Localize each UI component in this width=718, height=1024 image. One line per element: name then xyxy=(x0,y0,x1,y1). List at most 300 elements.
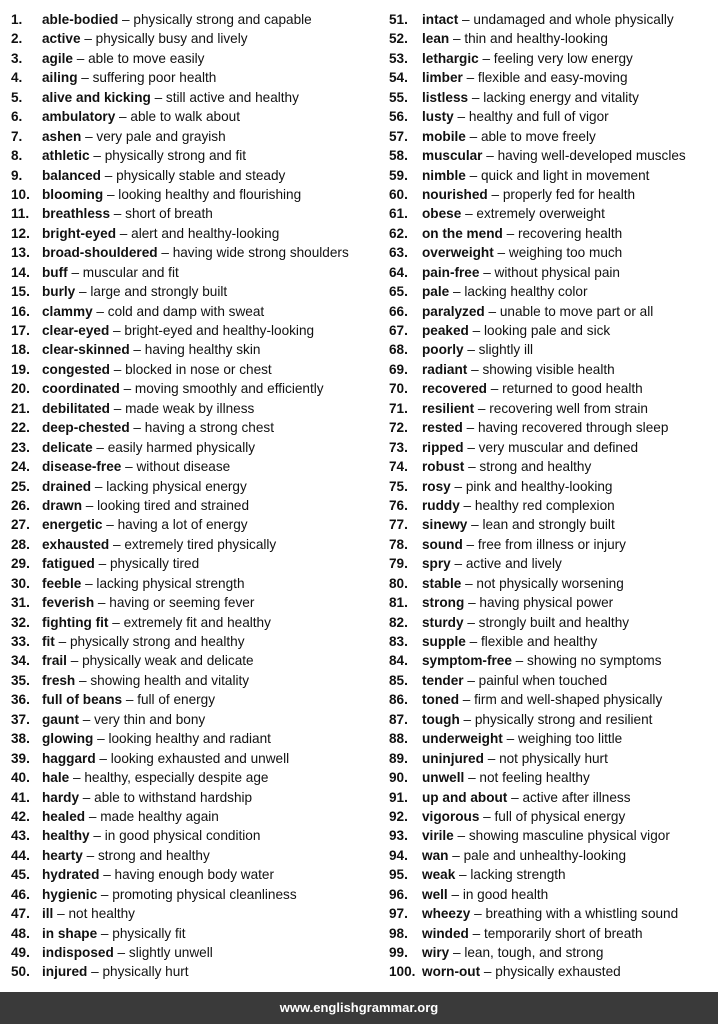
entry-word: coordinated xyxy=(42,381,120,397)
entry-dash: – xyxy=(459,711,475,727)
entry-dash: – xyxy=(493,245,509,261)
entry-number: 4. xyxy=(11,70,23,86)
entry-number: 38. xyxy=(11,731,30,747)
entry-definition: flexible and healthy xyxy=(480,634,598,649)
entry-dash: – xyxy=(502,225,518,241)
entry-word: on the mend xyxy=(422,225,503,241)
entry-dash: – xyxy=(474,400,490,416)
entry-definition: bright-eyed and healthy-looking xyxy=(124,323,315,338)
entry-number: 10. xyxy=(11,186,30,202)
list-item xyxy=(11,166,389,185)
entry-dash: – xyxy=(455,867,471,883)
list-item xyxy=(389,826,718,845)
entry-definition: alert and healthy-looking xyxy=(131,225,280,241)
entry-number: 49. xyxy=(11,945,30,960)
entry-number: 46. xyxy=(11,886,30,902)
entry-definition: recovering well from strain xyxy=(489,400,648,416)
entry-definition: thin and healthy-looking xyxy=(464,31,608,47)
list-item xyxy=(389,904,718,923)
entry-dash: – xyxy=(122,692,138,708)
entry-word: disease-free xyxy=(42,459,122,475)
entry-number: 57. xyxy=(389,128,408,144)
list-item xyxy=(11,554,389,573)
entry-word: listless xyxy=(422,89,469,105)
entry-definition: having healthy skin xyxy=(144,342,261,358)
entry-definition: active after illness xyxy=(522,789,631,805)
entry-word: radiant xyxy=(422,361,468,377)
entry-number: 15. xyxy=(11,284,30,300)
entry-number: 18. xyxy=(11,342,30,358)
list-item xyxy=(11,204,389,223)
entry-number: 45. xyxy=(11,867,30,883)
entry-definition: having a strong chest xyxy=(144,420,274,436)
entry-definition: healthy, especially despite age xyxy=(84,770,269,786)
entry-definition: having wide strong shoulders xyxy=(172,245,349,261)
entry-number: 92. xyxy=(389,808,408,824)
entry-dash: – xyxy=(92,303,108,319)
entry-number: 97. xyxy=(389,906,408,922)
entry-number: 94. xyxy=(389,847,408,863)
entry-number: 14. xyxy=(11,264,30,280)
entry-word: full of beans xyxy=(42,692,123,708)
entry-dash: – xyxy=(82,847,98,863)
entry-definition: returned to good health xyxy=(502,381,643,397)
entry-definition: lean, tough, and strong xyxy=(464,945,604,960)
entry-word: hardy xyxy=(42,789,80,805)
entry-number: 17. xyxy=(11,323,30,338)
entry-definition: properly fed for health xyxy=(502,186,636,202)
entry-word: robust xyxy=(422,459,465,475)
entry-definition: physically exhausted xyxy=(495,964,621,980)
entry-definition: strongly built and healthy xyxy=(478,614,630,630)
list-item xyxy=(11,904,389,923)
entry-dash: – xyxy=(119,381,135,397)
entry-word: spry xyxy=(422,556,451,572)
list-item xyxy=(11,438,389,457)
entry-dash: – xyxy=(461,575,477,591)
entry-definition: not physically hurt xyxy=(499,750,608,766)
entry-word: able-bodied xyxy=(42,12,119,27)
entry-number: 66. xyxy=(389,303,408,319)
entry-number: 24. xyxy=(11,459,30,475)
entry-word: gaunt xyxy=(42,711,79,727)
word-list xyxy=(0,10,718,982)
entry-word: muscular xyxy=(422,148,483,164)
entry-definition: temporarily short of breath xyxy=(483,925,643,941)
list-item xyxy=(11,962,389,981)
entry-number: 86. xyxy=(389,692,408,708)
entry-dash: – xyxy=(447,886,463,902)
entry-word: clear-eyed xyxy=(42,323,110,338)
entry-definition: full of energy xyxy=(137,692,216,708)
list-item xyxy=(389,574,718,593)
list-item xyxy=(389,263,718,282)
entry-dash: – xyxy=(453,109,469,125)
entry-word: hale xyxy=(42,770,70,786)
entry-dash: – xyxy=(102,517,118,533)
entry-word: alive and kicking xyxy=(42,89,151,105)
entry-number: 19. xyxy=(11,361,30,377)
entry-word: healed xyxy=(42,808,86,824)
entry-number: 28. xyxy=(11,536,30,552)
entry-number: 63. xyxy=(389,245,408,261)
entry-number: 61. xyxy=(389,206,408,222)
entry-dash: – xyxy=(464,459,480,475)
entry-word: nourished xyxy=(422,186,488,202)
entry-dash: – xyxy=(108,614,124,630)
list-item xyxy=(389,49,718,68)
entry-word: glowing xyxy=(42,731,94,747)
entry-dash: – xyxy=(97,886,113,902)
entry-word: clammy xyxy=(42,303,93,319)
entry-dash: – xyxy=(66,653,83,669)
entry-number: 43. xyxy=(11,828,30,844)
list-item xyxy=(389,418,718,437)
list-item xyxy=(389,321,718,340)
entry-number: 44. xyxy=(11,847,30,863)
list-item xyxy=(11,768,389,787)
list-item xyxy=(11,457,389,476)
entry-word: sturdy xyxy=(422,614,464,630)
entry-word: overweight xyxy=(422,245,494,261)
list-item xyxy=(389,146,718,165)
entry-number: 30. xyxy=(11,575,30,591)
entry-number: 22. xyxy=(11,420,30,436)
list-item xyxy=(11,749,389,768)
entry-word: uninjured xyxy=(422,750,484,766)
list-item xyxy=(11,321,389,340)
entry-definition: full of physical energy xyxy=(494,808,626,824)
list-item xyxy=(11,185,389,204)
entry-dash: – xyxy=(450,478,466,494)
entry-dash: – xyxy=(459,497,475,513)
list-item xyxy=(389,807,718,826)
entry-dash: – xyxy=(69,770,85,786)
entry-definition: recovering health xyxy=(517,225,623,241)
entry-definition: able to move easily xyxy=(88,50,205,66)
entry-dash: – xyxy=(502,731,518,747)
entry-dash: – xyxy=(507,789,523,805)
entry-dash: – xyxy=(85,808,101,824)
entry-definition: in good health xyxy=(462,886,549,902)
entry-dash: – xyxy=(448,847,464,863)
entry-number: 67. xyxy=(389,323,408,338)
entry-definition: physically stable and steady xyxy=(116,167,286,183)
list-item xyxy=(11,243,389,262)
entry-dash: – xyxy=(450,556,466,572)
entry-dash: – xyxy=(484,303,500,319)
list-item xyxy=(11,10,389,29)
entry-definition: made weak by illness xyxy=(125,400,255,416)
list-item xyxy=(389,846,718,865)
list-item xyxy=(389,379,718,398)
entry-definition: without disease xyxy=(136,459,231,475)
entry-word: debilitated xyxy=(42,400,110,416)
entry-definition: made healthy again xyxy=(100,808,219,824)
entry-definition: very muscular and defined xyxy=(478,439,639,455)
entry-dash: – xyxy=(94,556,110,572)
entry-number: 5. xyxy=(11,89,23,105)
list-item xyxy=(11,651,389,670)
entry-number: 100. xyxy=(389,964,416,980)
entry-dash: – xyxy=(81,575,97,591)
list-item xyxy=(389,671,718,690)
entry-number: 29. xyxy=(11,556,30,572)
entry-number: 70. xyxy=(389,381,408,397)
list-item xyxy=(11,574,389,593)
entry-word: healthy xyxy=(42,828,90,844)
entry-definition: having enough body water xyxy=(114,867,275,883)
entry-definition: looking tired and strained xyxy=(97,497,250,513)
entry-number: 40. xyxy=(11,770,30,786)
entry-dash: – xyxy=(80,31,96,47)
entry-definition: able to walk about xyxy=(130,109,240,125)
entry-number: 88. xyxy=(389,731,408,747)
list-item xyxy=(11,865,389,884)
entry-dash: – xyxy=(54,634,70,649)
entry-dash: – xyxy=(91,478,107,494)
entry-dash: – xyxy=(81,128,97,144)
entry-definition: easily harmed physically xyxy=(107,439,256,455)
entry-definition: having or seeming fever xyxy=(109,595,255,611)
entry-word: buff xyxy=(42,264,68,280)
list-item xyxy=(389,282,718,301)
list-item xyxy=(389,438,718,457)
entry-dash: – xyxy=(467,361,483,377)
list-item xyxy=(11,943,389,962)
entry-definition: having a lot of energy xyxy=(117,517,248,533)
entry-definition: lean and strongly built xyxy=(482,517,615,533)
list-item xyxy=(11,379,389,398)
entry-definition: physically fit xyxy=(112,925,186,941)
entry-dash: – xyxy=(511,653,528,669)
entry-definition: extremely tired physically xyxy=(124,536,277,552)
entry-number: 81. xyxy=(389,595,408,611)
entry-dash: – xyxy=(482,148,498,164)
entry-number: 82. xyxy=(389,614,408,630)
entry-number: 6. xyxy=(11,109,23,125)
entry-number: 7. xyxy=(11,128,23,144)
entry-dash: – xyxy=(468,323,484,338)
entry-definition: still active and healthy xyxy=(165,89,299,105)
list-item xyxy=(11,690,389,709)
list-item xyxy=(11,49,389,68)
entry-dash: – xyxy=(462,70,478,86)
entry-number: 62. xyxy=(389,225,408,241)
entry-dash: – xyxy=(92,439,108,455)
entry-number: 12. xyxy=(11,225,30,241)
list-item xyxy=(389,924,718,943)
entry-definition: lacking physical strength xyxy=(96,575,245,591)
entry-definition: looking exhausted and unwell xyxy=(110,750,290,766)
entry-definition: having well-developed muscles xyxy=(497,148,686,164)
entry-word: frail xyxy=(42,653,67,669)
entry-word: drawn xyxy=(42,497,83,513)
entry-definition: strong and healthy xyxy=(479,459,592,475)
entry-number: 37. xyxy=(11,711,30,727)
list-item xyxy=(389,535,718,554)
entry-number: 76. xyxy=(389,497,408,513)
footer-site-url: www.englishgrammar.org xyxy=(279,1000,439,1015)
list-item xyxy=(389,68,718,87)
list-item xyxy=(389,749,718,768)
list-item xyxy=(389,593,718,612)
entry-dash: – xyxy=(483,750,500,766)
entry-number: 98. xyxy=(389,925,408,941)
entry-word: wan xyxy=(422,847,449,863)
entry-word: in shape xyxy=(42,925,98,941)
list-item xyxy=(389,10,718,29)
list-item xyxy=(389,224,718,243)
list-item xyxy=(11,807,389,826)
entry-definition: physically strong and capable xyxy=(133,12,312,27)
entry-definition: physically busy and lively xyxy=(95,31,248,47)
entry-definition: physically tired xyxy=(110,556,200,572)
entry-word: limber xyxy=(422,70,463,86)
entry-number: 33. xyxy=(11,634,30,649)
entry-word: clear-skinned xyxy=(42,342,130,358)
entry-number: 36. xyxy=(11,692,30,708)
list-item xyxy=(11,613,389,632)
entry-number: 53. xyxy=(389,50,408,66)
list-item xyxy=(11,729,389,748)
entry-definition: promoting physical cleanliness xyxy=(112,886,297,902)
entry-number: 54. xyxy=(389,70,408,86)
entry-definition: active and lively xyxy=(465,556,562,572)
entry-word: hearty xyxy=(42,847,83,863)
entry-number: 99. xyxy=(389,945,408,960)
entry-dash: – xyxy=(67,264,83,280)
entry-definition: strong and healthy xyxy=(97,847,210,863)
entry-number: 56. xyxy=(389,109,408,125)
entry-word: fighting fit xyxy=(42,614,109,630)
list-item xyxy=(11,710,389,729)
entry-number: 31. xyxy=(11,595,30,611)
entry-dash: – xyxy=(461,206,477,222)
entry-word: hydrated xyxy=(42,867,100,883)
list-item xyxy=(11,263,389,282)
entry-definition: breathing with a whistling sound xyxy=(485,906,679,922)
entry-definition: looking healthy and radiant xyxy=(108,731,271,747)
list-item xyxy=(389,302,718,321)
entry-definition: free from illness or injury xyxy=(477,536,626,552)
list-item xyxy=(389,651,718,670)
entry-word: injured xyxy=(42,964,88,980)
list-item xyxy=(389,788,718,807)
list-item xyxy=(11,477,389,496)
list-item xyxy=(11,127,389,146)
list-item xyxy=(389,29,718,48)
entry-dash: – xyxy=(109,361,126,377)
list-item xyxy=(11,68,389,87)
entry-definition: weighing too much xyxy=(508,245,623,261)
entry-word: stable xyxy=(422,575,462,591)
list-item xyxy=(389,185,718,204)
entry-word: ashen xyxy=(42,128,82,144)
entry-dash: – xyxy=(95,750,111,766)
list-item xyxy=(11,496,389,515)
list-item xyxy=(389,865,718,884)
list-item xyxy=(389,496,718,515)
list-item xyxy=(389,632,718,651)
entry-word: broad-shouldered xyxy=(42,245,158,261)
list-item xyxy=(389,962,718,981)
entry-number: 8. xyxy=(11,148,23,164)
entry-dash: – xyxy=(467,517,483,533)
entry-dash: – xyxy=(75,672,91,688)
entry-word: bright-eyed xyxy=(42,225,117,241)
entry-word: exhausted xyxy=(42,536,110,552)
entry-dash: – xyxy=(89,148,105,164)
entry-number: 27. xyxy=(11,517,30,533)
entry-word: resilient xyxy=(422,400,475,416)
list-item xyxy=(389,477,718,496)
footer-banner xyxy=(0,992,718,1024)
entry-dash: – xyxy=(157,245,173,261)
entry-word: feverish xyxy=(42,595,95,611)
entry-definition: lacking energy and vitality xyxy=(483,89,639,105)
list-item xyxy=(11,515,389,534)
entry-number: 42. xyxy=(11,808,30,824)
entry-dash: – xyxy=(99,867,115,883)
entry-definition: physically strong and fit xyxy=(104,148,247,164)
entry-definition: pink and healthy-looking xyxy=(465,478,613,494)
list-item xyxy=(389,127,718,146)
entry-dash: – xyxy=(82,497,98,513)
entry-number: 23. xyxy=(11,439,30,455)
entry-word: recovered xyxy=(422,381,487,397)
list-item xyxy=(11,29,389,48)
entry-word: lethargic xyxy=(422,50,479,66)
entry-number: 91. xyxy=(389,789,408,805)
entry-dash: – xyxy=(75,284,91,300)
entry-number: 90. xyxy=(389,770,408,786)
entry-number: 65. xyxy=(389,284,408,300)
entry-dash: – xyxy=(113,945,129,960)
entry-definition: not feeling healthy xyxy=(479,770,590,786)
entry-definition: blocked in nose or chest xyxy=(125,361,272,377)
entry-definition: in good physical condition xyxy=(104,828,261,844)
entry-number: 58. xyxy=(389,148,408,164)
entry-number: 85. xyxy=(389,672,408,688)
list-item xyxy=(389,166,718,185)
entry-number: 89. xyxy=(389,750,408,766)
entry-definition: suffering poor health xyxy=(92,70,217,86)
list-item xyxy=(389,554,718,573)
list-item xyxy=(11,418,389,437)
entry-definition: lacking physical energy xyxy=(106,478,247,494)
entry-definition: showing visible health xyxy=(482,361,615,377)
entry-word: ailing xyxy=(42,70,78,86)
entry-dash: – xyxy=(458,12,474,27)
entry-dash: – xyxy=(465,634,481,649)
entry-number: 32. xyxy=(11,614,30,630)
list-item xyxy=(389,204,718,223)
entry-dash: – xyxy=(464,770,480,786)
list-item xyxy=(11,885,389,904)
entry-word: strong xyxy=(422,595,465,611)
list-item xyxy=(11,340,389,359)
list-item xyxy=(11,593,389,612)
list-item xyxy=(389,88,718,107)
entry-number: 50. xyxy=(11,964,30,980)
entry-word: burly xyxy=(42,284,76,300)
entry-word: breathless xyxy=(42,206,111,222)
entry-dash: – xyxy=(129,342,145,358)
right-column xyxy=(389,10,718,982)
entry-word: pain-free xyxy=(422,264,480,280)
entry-definition: feeling very low energy xyxy=(493,50,633,66)
